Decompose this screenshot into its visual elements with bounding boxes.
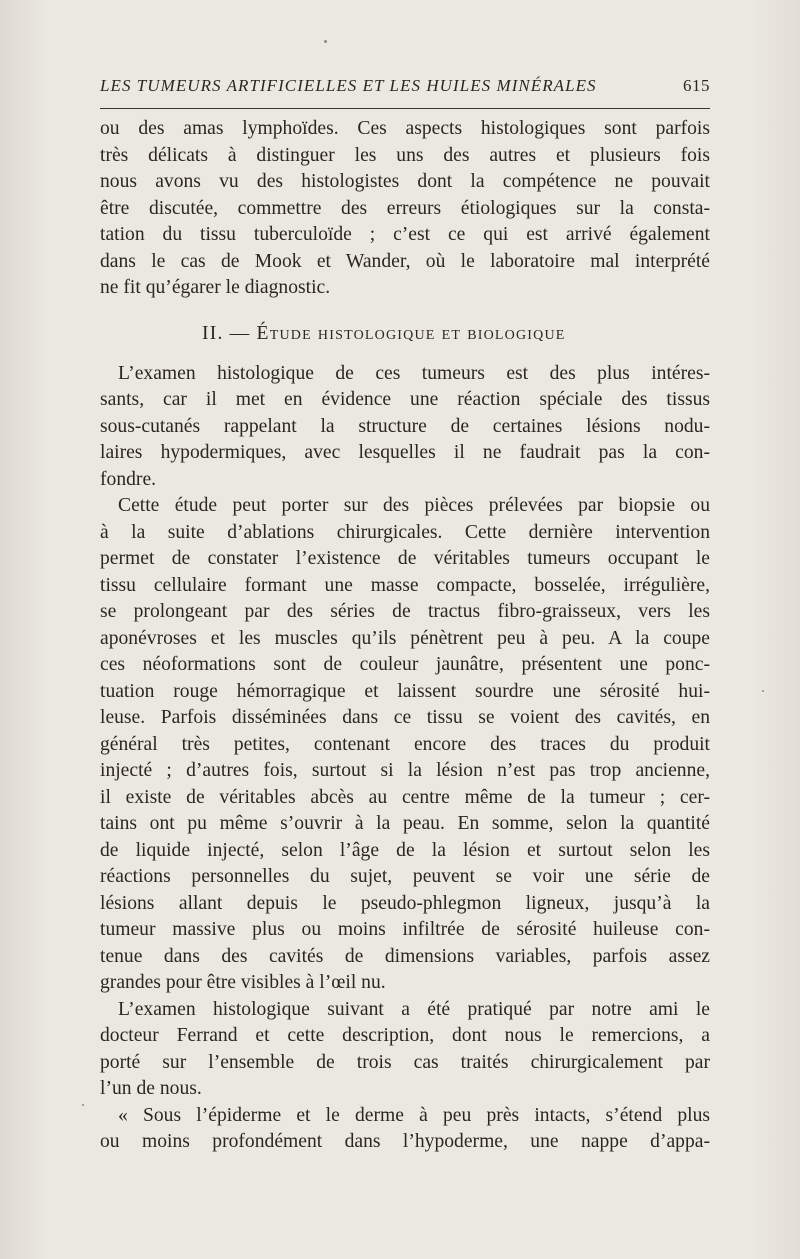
- text-line: dans le cas de Mook et Wander, où le laboratoire mal interprété: [100, 250, 710, 272]
- print-speck: [324, 40, 327, 43]
- text-line: permet de constater l’existence de véritables tumeurs occupant le: [100, 548, 710, 569]
- running-title: LES TUMEURS ARTIFICIELLES ET LES HUILES MINÉRALES: [100, 76, 597, 95]
- text-line: ces néoformations sont de couleur jaunâtre, présentent une ponc-: [100, 654, 710, 675]
- paragraph-1: [100, 116, 710, 302]
- text-line: tissu cellulaire formant une masse compacte, bosselée, irrégulière,: [100, 574, 710, 596]
- text-line: sous-cutanés rappelant la structure de certaines lésions nodu-: [100, 415, 710, 437]
- text-line: grandes pour être visibles à l’œil nu.: [100, 972, 386, 993]
- text-line: lésions allant depuis le pseudo-phlegmon ligneux, jusqu’à la: [100, 892, 710, 914]
- text-line: tuation rouge hémorragique et laissent sourdre une sérosité hui-: [100, 680, 710, 702]
- text-line: se prolongeant par des séries de tractus fibro-graisseux, vers les: [100, 601, 710, 622]
- text-line: leuse. Parfois disséminées dans ce tissu se voient des cavités, en: [100, 707, 710, 728]
- page-number: 615: [683, 76, 710, 95]
- text-line: L’examen histologique suivant a été pratiqué par notre ami le: [118, 998, 710, 1020]
- text-line: très délicats à distinguer les uns des autres et plusieurs fois: [100, 144, 710, 166]
- text-line: ou des amas lymphoïdes. Ces aspects histologiques sont parfois: [100, 118, 710, 139]
- paragraph-3: [100, 493, 710, 997]
- section-heading: II. — Étude histologique et biologique: [202, 322, 566, 344]
- body-text: [100, 116, 710, 1156]
- text-line: « Sous l’épiderme et le derme à peu près intacts, s’étend plus: [118, 1104, 710, 1126]
- text-line: être discutée, commettre des erreurs étiologiques sur la consta-: [100, 197, 710, 219]
- text-line: docteur Ferrand et cette description, dont nous le remercions, a: [100, 1025, 710, 1046]
- print-speck: [762, 690, 764, 692]
- text-line: nous avons vu des histologistes dont la compétence ne pouvait: [100, 171, 710, 192]
- text-line: Cette étude peut porter sur des pièces prélevées par biopsie ou: [118, 495, 710, 516]
- paragraph-5: [100, 1103, 710, 1156]
- paragraph-2: [100, 361, 710, 494]
- text-line: tains ont pu même s’ouvrir à la peau. En somme, selon la quantité: [100, 813, 710, 834]
- text-line: porté sur l’ensemble de trois cas traités chirurgicalement par: [100, 1051, 710, 1073]
- text-line: réactions personnelles du sujet, peuvent se voir une série de: [100, 866, 710, 887]
- header-rule: [100, 108, 710, 109]
- text-line: injecté ; d’autres fois, surtout si la lésion n’est pas trop ancienne,: [100, 760, 710, 781]
- text-line: tumeur massive plus ou moins infiltrée de sérosité huileuse con-: [100, 919, 710, 940]
- text-line: général très petites, contenant encore des traces du produit: [100, 733, 710, 755]
- text-line: l’un de nous.: [100, 1078, 202, 1099]
- running-head: [100, 76, 710, 102]
- text-line: à la suite d’ablations chirurgicales. Cette dernière intervention: [100, 521, 710, 543]
- text-line: fondre.: [100, 468, 157, 490]
- text-line: ne fit qu’égarer le diagnostic.: [100, 277, 331, 298]
- text-line: de liquide injecté, selon l’âge de la lésion et surtout selon les: [100, 839, 710, 861]
- text-line: ou moins profondément dans l’hypoderme, une nappe d’appa-: [100, 1131, 710, 1152]
- text-line: il existe de véritables abcès au centre même de la tumeur ; cer-: [100, 786, 710, 808]
- text-line: laires hypodermiques, avec lesquelles il ne faudrait pas la con-: [100, 442, 710, 463]
- text-line: sants, car il met en évidence une réaction spéciale des tissus: [100, 389, 710, 410]
- paragraph-4: [100, 997, 710, 1103]
- text-line: tenue dans des cavités de dimensions variables, parfois assez: [100, 945, 710, 967]
- text-line: L’examen histologique de ces tumeurs est des plus intéres-: [118, 362, 710, 384]
- text-line: aponévroses et les muscles qu’ils pénètrent peu à peu. A la coupe: [100, 627, 710, 649]
- text-line: tation du tissu tuberculoïde ; c’est ce qui est arrivé également: [100, 224, 710, 245]
- print-speck: [82, 1104, 84, 1106]
